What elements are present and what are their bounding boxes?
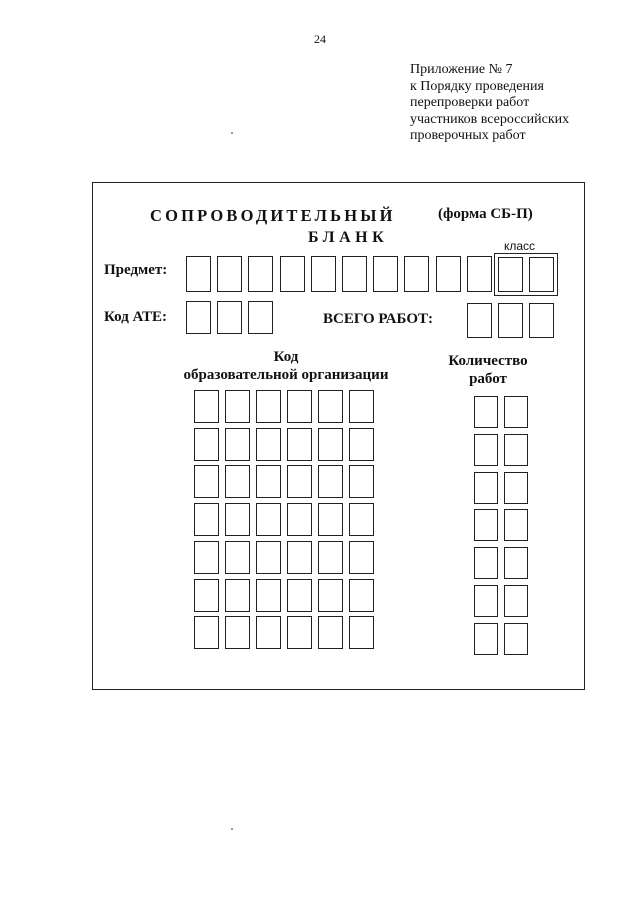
org-code-cell[interactable] [225, 428, 250, 461]
appendix-note [410, 62, 569, 145]
org-code-heading-line: Код [273, 349, 299, 365]
org-code-cell[interactable] [349, 616, 374, 649]
org-code-cell[interactable] [287, 390, 312, 423]
org-code-cell[interactable] [225, 616, 250, 649]
works-count-cell[interactable] [504, 472, 528, 504]
total-works-cell[interactable] [529, 303, 554, 338]
ate-code-cell[interactable] [217, 301, 242, 334]
works-count-cell[interactable] [474, 434, 498, 466]
org-code-cell[interactable] [287, 579, 312, 612]
subject-label: Предмет: [104, 262, 168, 278]
org-code-cell[interactable] [194, 428, 219, 461]
org-code-cell[interactable] [225, 390, 250, 423]
org-code-cell[interactable] [256, 465, 281, 498]
form-title-line2: БЛАНК [308, 229, 389, 246]
org-code-cell[interactable] [318, 390, 343, 423]
org-code-cell[interactable] [349, 390, 374, 423]
org-code-cell[interactable] [256, 541, 281, 574]
total-works-cell[interactable] [467, 303, 492, 338]
org-code-cell[interactable] [225, 503, 250, 536]
scan-speck [231, 828, 233, 830]
org-code-cell[interactable] [256, 616, 281, 649]
org-code-cell[interactable] [225, 541, 250, 574]
org-code-cell[interactable] [194, 541, 219, 574]
org-code-cell[interactable] [318, 616, 343, 649]
org-code-cell[interactable] [287, 541, 312, 574]
ate-code-cell[interactable] [186, 301, 211, 334]
org-code-cell[interactable] [287, 503, 312, 536]
works-count-heading [440, 352, 536, 388]
form-title: СОПРОВОДИТЕЛЬНЫЙ [150, 206, 396, 225]
org-code-cell[interactable] [349, 503, 374, 536]
appendix-line: участников всероссийских [410, 111, 570, 127]
page-number: 24 [314, 32, 326, 46]
works-count-heading-line: Количество [448, 353, 528, 369]
org-code-cell[interactable] [349, 428, 374, 461]
subject-cell[interactable] [248, 256, 273, 292]
org-code-cell[interactable] [318, 465, 343, 498]
org-code-cell[interactable] [256, 503, 281, 536]
org-code-cell[interactable] [225, 579, 250, 612]
org-code-cell[interactable] [256, 579, 281, 612]
org-code-cell[interactable] [318, 428, 343, 461]
org-code-cell[interactable] [194, 390, 219, 423]
appendix-line: к Порядку проведения [410, 78, 544, 94]
subject-cell[interactable] [280, 256, 305, 292]
org-code-heading-line: образовательной организации [183, 367, 389, 383]
org-code-cell[interactable] [194, 579, 219, 612]
works-count-cell[interactable] [474, 623, 498, 655]
org-code-cell[interactable] [318, 541, 343, 574]
works-count-cell[interactable] [474, 472, 498, 504]
works-count-cell[interactable] [504, 585, 528, 617]
works-count-cell[interactable] [504, 623, 528, 655]
org-code-cell[interactable] [194, 616, 219, 649]
org-code-cell[interactable] [287, 428, 312, 461]
subject-cell[interactable] [311, 256, 336, 292]
appendix-line: Приложение № 7 [410, 62, 513, 77]
org-code-cell[interactable] [256, 390, 281, 423]
org-code-cell[interactable] [318, 503, 343, 536]
subject-cell[interactable] [342, 256, 367, 292]
org-code-cell[interactable] [256, 428, 281, 461]
works-count-cell[interactable] [504, 547, 528, 579]
subject-cell[interactable] [217, 256, 242, 292]
org-code-cell[interactable] [194, 465, 219, 498]
works-count-heading-line: работ [469, 371, 507, 387]
class-cell[interactable] [529, 257, 554, 292]
org-code-cell[interactable] [349, 465, 374, 498]
ate-code-label: Код АТЕ: [104, 309, 168, 325]
subject-cell[interactable] [373, 256, 398, 292]
appendix-line: перепроверки работ [410, 95, 530, 111]
subject-cell[interactable] [436, 256, 461, 292]
works-count-cell[interactable] [474, 509, 498, 541]
ate-code-cell[interactable] [248, 301, 273, 334]
works-count-cell[interactable] [474, 396, 498, 428]
class-label: класс [504, 239, 536, 253]
appendix-line: проверочных работ [410, 128, 526, 144]
subject-cell[interactable] [186, 256, 211, 292]
org-code-cell[interactable] [349, 541, 374, 574]
org-code-cell[interactable] [225, 465, 250, 498]
org-code-cell[interactable] [287, 616, 312, 649]
works-count-cell[interactable] [474, 585, 498, 617]
org-code-heading [154, 348, 418, 384]
works-count-cell[interactable] [504, 509, 528, 541]
org-code-cell[interactable] [287, 465, 312, 498]
total-works-cell[interactable] [498, 303, 523, 338]
total-works-label: ВСЕГО РАБОТ: [323, 311, 433, 327]
org-code-cell[interactable] [194, 503, 219, 536]
org-code-cell[interactable] [349, 579, 374, 612]
class-cell[interactable] [498, 257, 523, 292]
form-code: (форма СБ-П) [438, 206, 533, 222]
org-code-cell[interactable] [318, 579, 343, 612]
subject-cell[interactable] [467, 256, 492, 292]
works-count-cell[interactable] [504, 396, 528, 428]
scan-speck [231, 132, 233, 134]
subject-cell[interactable] [404, 256, 429, 292]
works-count-cell[interactable] [504, 434, 528, 466]
works-count-cell[interactable] [474, 547, 498, 579]
